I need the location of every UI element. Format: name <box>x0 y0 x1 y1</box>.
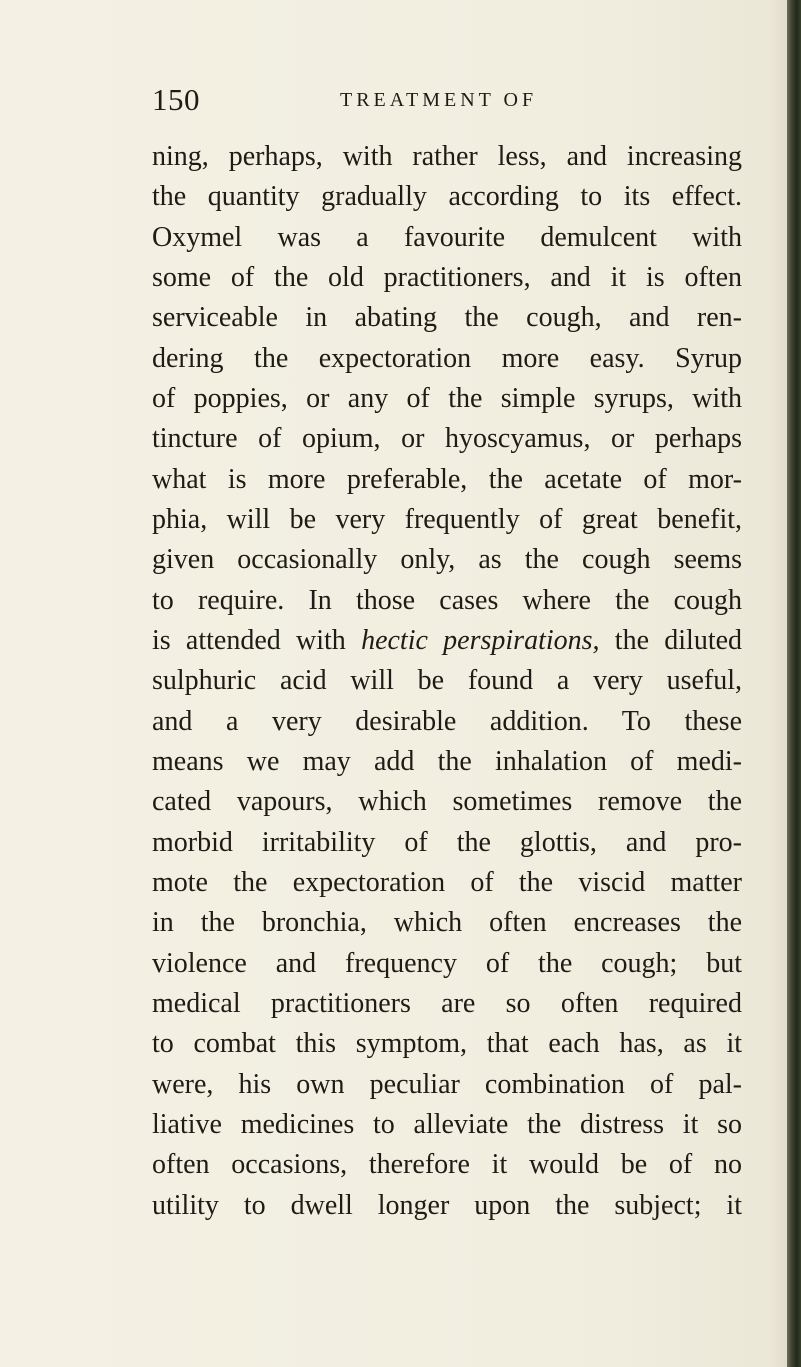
text-line: some of the old practitioners, and it is often <box>152 261 742 293</box>
text-fragment: is attended with <box>152 624 346 656</box>
italic-phrase: hectic perspirations, <box>361 624 600 656</box>
text-line: cated vapours, which sometimes remove the <box>152 786 742 818</box>
text-line: to require. In those cases where the cough <box>152 584 742 616</box>
text-line: violence and frequency of the cough; but <box>152 947 742 979</box>
running-head: TREATMENT OF <box>340 89 538 111</box>
text-line-with-italic <box>152 621 742 661</box>
text-line: mote the expectoration of the viscid matter <box>152 866 742 898</box>
text-line: ning, perhaps, with rather less, and increasing <box>152 141 742 172</box>
text-line: of poppies, or any of the simple syrups, with <box>152 382 742 414</box>
text-line: the quantity gradually according to its effect. <box>152 181 742 213</box>
page-number: 150 <box>152 82 200 117</box>
text-line: medical practitioners are so often required <box>152 987 742 1019</box>
text-line: Oxymel was a favourite demulcent with <box>152 221 742 253</box>
text-line: sulphuric acid will be found a very useful, <box>152 665 742 697</box>
text-line: to combat this symptom, that each has, as it <box>152 1028 742 1060</box>
text-line: given occasionally only, as the cough seems <box>152 544 742 576</box>
text-line: what is more preferable, the acetate of mor- <box>152 463 742 495</box>
text-line: in the bronchia, which often encreases the <box>152 907 742 939</box>
text-line: liative medicines to alleviate the distress it so <box>152 1108 742 1140</box>
text-line: often occasions, therefore it would be of no <box>152 1149 742 1181</box>
text-line: were, his own peculiar combination of pal- <box>152 1068 742 1100</box>
page-header <box>152 82 712 118</box>
text-line: means we may add the inhalation of medi- <box>152 745 742 777</box>
text-line: morbid irritability of the glottis, and pro- <box>152 826 742 858</box>
text-line: dering the expectoration more easy. Syrup <box>152 342 742 374</box>
text-line: tincture of opium, or hyoscyamus, or perhaps <box>152 423 742 455</box>
text-line: utility to dwell longer upon the subject; it <box>152 1189 742 1221</box>
text-line: phia, will be very frequently of great benefit, <box>152 503 742 535</box>
text-fragment: the diluted <box>614 624 743 656</box>
text-line: serviceable in abating the cough, and ren- <box>152 302 742 334</box>
text-line: and a very desirable addition. To these <box>152 705 742 737</box>
body-text <box>152 137 742 1226</box>
page-edge-shadow <box>787 0 801 1367</box>
